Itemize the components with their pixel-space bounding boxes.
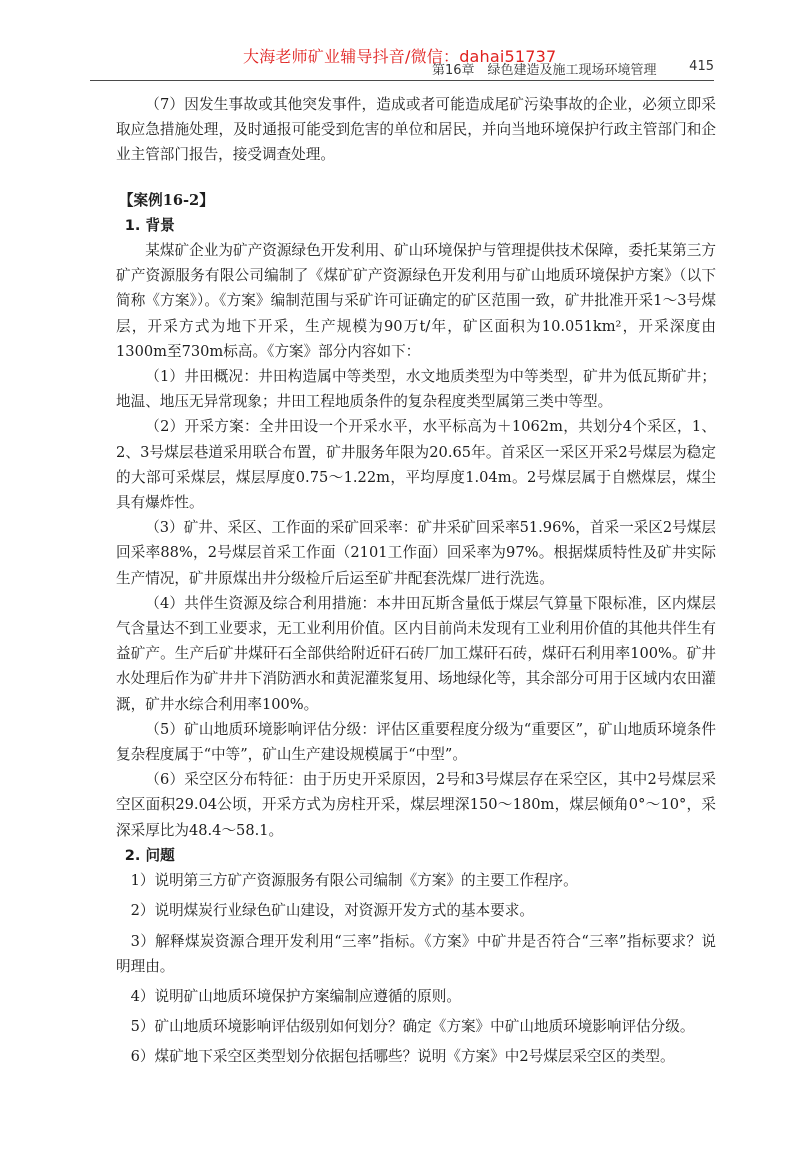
- page-body: [116, 92, 716, 1075]
- content-item-2: （2）开采方案：全井田设一个开采水平，水平标高为＋1062m，共划分4个采区，1、2、3号煤层巷道采用联合布置，矿井服务年限为20.65年。首采区一采区开采2号煤层为稳定的大部可采煤层，煤层厚度0.75～1.22m，平均厚度1.04m。2号煤层属于自燃煤层，煤尘具有爆炸性。: [116, 418, 716, 512]
- page-number: 415: [689, 59, 714, 74]
- content-item-6: （6）采空区分布特征：由于历史开采原因，2号和3号煤层存在采空区，其中2号煤层采空区面积29.04公顷，开采方式为房柱开采，煤层埋深150～180m，煤层倾角0°～10°，采深采厚比为48.4～58.1。: [116, 771, 716, 839]
- page-header: [90, 56, 714, 81]
- question-2: 2）说明煤炭行业绿色矿山建设，对资源开发方式的基本要求。: [130, 902, 534, 920]
- content-item-4: （4）共伴生资源及综合利用措施：本井田瓦斯含量低于煤层气算量下限标准，区内煤层气含量达不到工业要求，无工业利用价值。区内目前尚未发现有工业利用价值的其他共伴生有益矿产。生产后矿井煤矸石全部供给附近矸石砖厂加工煤矸石砖，煤矸石利用率100%。矿井水处理后作为矿井井下消防洒水和黄泥灌浆复用、场地绿化等，其余部分可用于区域内农田灌溉，矿井水综合利用率100%。: [116, 594, 716, 713]
- case-title: 【案例16-2】: [118, 191, 214, 209]
- question-4: 4）说明矿山地质环境保护方案编制应遵循的原则。: [130, 987, 461, 1005]
- content-item-3: （3）矿井、采区、工作面的采矿回采率：矿井采矿回采率51.96%，首采一采区2号煤层回采率88%，2号煤层首采工作面（2101工作面）回采率为97%。根据煤质特性及矿井实际生产情况，矿井原煤出井分级检斤后运至矿井配套洗煤厂进行洗选。: [116, 519, 716, 587]
- chapter-title: 第16章 绿色建造及施工现场环境管理: [432, 63, 657, 78]
- watermark-text: 大海老师矿业辅导抖音/微信：dahai51737: [243, 47, 557, 66]
- content-item-1: （1）井田概况：井田构造属中等类型，水文地质类型为中等类型，矿井为低瓦斯矿井；地温、地压无异常现象；井田工程地质条件的复杂程度类型属第三类中等型。: [116, 368, 716, 411]
- background-paragraph: 某煤矿企业为矿产资源绿色开发利用、矿山环境保护与管理提供技术保障，委托某第三方矿产资源服务有限公司编制了《煤矿矿产资源绿色开发利用与矿山地质环境保护方案》（以下简称《方案》）。《方案》编制范围与采矿许可证确定的矿区范围一致，矿井批准开采1～3号煤层，开采方式为地下开采，生产规模为90万t/年，矿区面积为10.051km²，开采深度由1300m至730m标高。《方案》部分内容如下：: [116, 242, 716, 360]
- intro-paragraph: （7）因发生事故或其他突发事件，造成或者可能造成尾矿污染事故的企业，必须立即采取应急措施处理，及时通报可能受到危害的单位和居民，并向当地环境保护行政主管部门和企业主管部门报告，接受调查处理。: [116, 96, 716, 164]
- question-6: 6）煤矿地下采空区类型划分依据包括哪些？说明《方案》中2号煤层采空区的类型。: [130, 1048, 675, 1066]
- question-3: 3）解释煤炭资源合理开发利用“三率”指标。《方案》中矿井是否符合“三率”指标要求？说明理由。: [116, 932, 716, 975]
- content-item-5: （5）矿山地质环境影响评估分级：评估区重要程度分级为“重要区”，矿山地质环境条件复杂程度属于“中等”，矿山生产建设规模属于“中型”。: [116, 720, 716, 764]
- questions-heading: 2. 问题: [124, 846, 175, 864]
- question-1: 1）说明第三方矿产资源服务有限公司编制《方案》的主要工作程序。: [130, 872, 578, 890]
- background-heading: 1. 背景: [124, 216, 175, 234]
- question-5: 5）矿山地质环境影响评估级别如何划分？确定《方案》中矿山地质环境影响评估分级。: [130, 1018, 695, 1036]
